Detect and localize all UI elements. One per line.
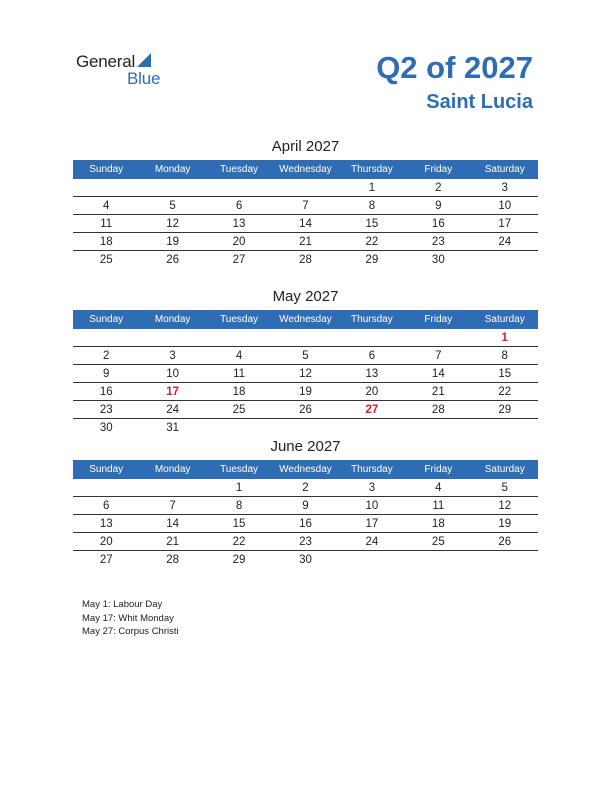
day-cell: 17 [365,517,379,530]
week-row [73,233,538,251]
day-cell: 11 [233,367,246,380]
day-cell: 7 [302,199,309,212]
page-title: Q2 of 2027 [376,50,533,85]
day-cell: 29 [232,553,246,566]
day-cell: 27 [365,403,379,416]
day-cell: 6 [368,349,376,362]
weekday-label: Monday [154,464,191,475]
day-cell: 2 [103,349,110,362]
day-cell: 7 [169,499,176,512]
weekday-label: Monday [154,314,191,325]
weekday-label: Tuesday [220,314,259,325]
day-cell: 25 [232,403,246,416]
weekday-header [73,160,538,179]
day-cell: 22 [232,535,246,548]
day-cell: 30 [431,253,445,266]
month-june [73,438,538,568]
day-cell: 4 [435,481,442,494]
month-title: May 2027 [272,288,339,305]
day-cell: 19 [498,517,512,530]
day-cell: 27 [232,253,246,266]
day-cell: 3 [169,349,176,362]
day-cell: 10 [498,199,512,212]
month-april [73,138,538,268]
weekday-label: Saturday [484,314,525,325]
day-cell: 8 [501,349,508,362]
holiday-notes [82,598,179,639]
week-row [73,479,538,497]
week-row [73,365,538,383]
generalblue-logo [76,52,176,88]
day-cell: 23 [299,535,312,548]
day-cell: 31 [166,421,180,434]
day-cell: 24 [498,235,512,248]
day-cell: 16 [431,217,445,230]
day-cell: 6 [235,199,243,212]
weekday-label: Sunday [89,314,124,325]
day-cell: 29 [498,403,512,416]
day-cell: 29 [365,253,379,266]
country-name: Saint Lucia [426,91,533,113]
day-cell: 2 [302,481,309,494]
weekday-label: Saturday [484,464,525,475]
weekday-label: Wednesday [279,314,332,325]
holiday-note: May 27: Corpus Christi [82,626,179,637]
day-cell: 28 [299,253,312,266]
day-cell: 20 [365,385,379,398]
day-cell: 21 [166,535,180,548]
week-row [73,497,538,515]
day-cell: 17 [166,385,180,398]
day-cell: 21 [431,385,445,398]
weekday-label: Friday [424,164,453,175]
day-cell: 24 [365,535,379,548]
day-cell: 11 [100,217,113,230]
day-cell: 28 [431,403,445,416]
day-cell: 20 [99,535,113,548]
day-cell: 15 [232,517,246,530]
weekday-label: Tuesday [220,464,259,475]
weekday-label: Tuesday [220,164,259,175]
day-cell: 21 [299,235,312,248]
day-cell: 30 [99,421,113,434]
day-cell: 22 [365,235,379,248]
weekday-label: Friday [424,464,453,475]
day-cell: 1 [501,331,508,344]
week-row [73,533,538,551]
weekday-label: Wednesday [279,464,332,475]
day-cell: 26 [166,253,180,266]
day-cell: 10 [166,367,180,380]
holiday-note: May 1: Labour Day [82,599,163,610]
month-title: June 2027 [270,438,341,455]
day-cell: 1 [368,181,376,194]
day-cell: 13 [365,367,379,380]
day-cell: 23 [99,403,113,416]
day-cell: 8 [235,499,243,512]
day-cell: 19 [166,235,180,248]
week-row [73,215,538,233]
logo-triangle-icon [137,53,151,67]
month-title: April 2027 [271,138,340,155]
day-cell: 22 [498,385,512,398]
weekday-label: Thursday [351,164,393,175]
day-cell: 5 [169,199,176,212]
day-cell: 20 [232,235,246,248]
day-cell: 7 [435,349,442,362]
weekday-label: Wednesday [279,164,332,175]
day-cell: 12 [299,367,312,380]
weekday-label: Sunday [89,464,124,475]
day-cell: 26 [498,535,512,548]
month-may [73,288,538,436]
day-cell: 11 [432,499,445,512]
day-cell: 16 [299,517,312,530]
day-cell: 8 [368,199,376,212]
day-cell: 4 [235,349,243,362]
weekday-label: Sunday [89,164,124,175]
day-cell: 5 [302,349,309,362]
day-cell: 28 [166,553,180,566]
day-cell: 18 [232,385,246,398]
week-row [73,329,538,347]
day-cell: 25 [99,253,113,266]
week-row [73,347,538,365]
day-cell: 13 [99,517,113,530]
week-row [73,383,538,401]
day-cell: 26 [299,403,312,416]
day-cell: 1 [235,481,243,494]
day-cell: 2 [435,181,442,194]
day-cell: 9 [302,499,309,512]
day-cell: 14 [431,367,445,380]
weekday-label: Monday [154,164,191,175]
day-cell: 4 [103,199,110,212]
day-cell: 3 [501,181,508,194]
week-row [73,179,538,197]
day-cell: 12 [166,217,180,230]
day-cell: 27 [99,553,113,566]
weekday-label: Thursday [351,314,393,325]
weekday-label: Thursday [351,464,393,475]
day-cell: 14 [166,517,180,530]
day-cell: 17 [498,217,512,230]
day-cell: 10 [365,499,379,512]
day-cell: 15 [365,217,379,230]
day-cell: 5 [501,481,508,494]
day-cell: 12 [498,499,512,512]
day-cell: 13 [232,217,246,230]
day-cell: 9 [435,199,442,212]
week-row [73,401,538,419]
day-cell: 30 [299,553,312,566]
day-cell: 25 [431,535,445,548]
day-cell: 19 [299,385,312,398]
logo-blue-text: Blue [127,69,161,88]
day-cell: 18 [99,235,113,248]
week-row [73,515,538,533]
day-cell: 18 [431,517,445,530]
weekday-label: Friday [424,314,453,325]
week-row [73,419,538,436]
week-row [73,197,538,215]
day-cell: 24 [166,403,180,416]
day-cell: 3 [368,481,376,494]
logo-general-text: General [76,52,136,71]
holiday-note: May 17: Whit Monday [82,612,174,624]
week-row [73,251,538,268]
day-cell: 14 [299,217,312,230]
day-cell: 23 [431,235,445,248]
day-cell: 6 [103,499,110,512]
weekday-header [73,460,538,479]
weekday-header [73,310,538,329]
weekday-label: Saturday [484,164,525,175]
week-row [73,551,538,568]
day-cell: 15 [498,367,512,380]
day-cell: 16 [99,385,113,398]
day-cell: 9 [103,367,110,380]
